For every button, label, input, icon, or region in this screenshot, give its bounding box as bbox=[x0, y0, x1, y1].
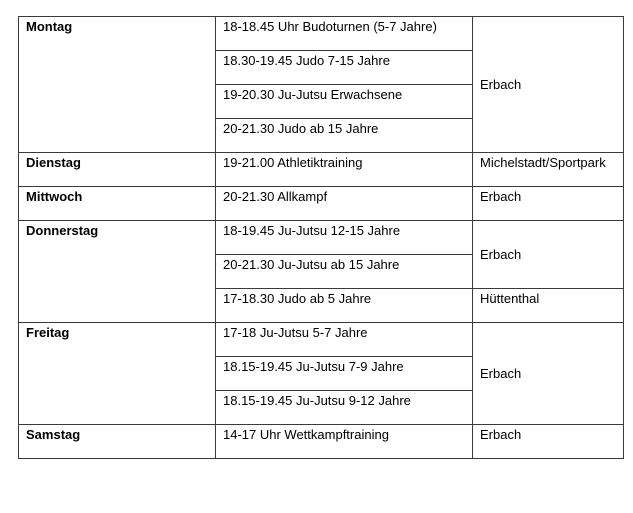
schedule-row bbox=[19, 323, 624, 357]
session-cell: 19-20.30 Ju-Jutsu Erwachsene bbox=[216, 85, 473, 119]
schedule-body bbox=[19, 17, 624, 459]
day-cell: Dienstag bbox=[19, 153, 216, 187]
session-cell: 18.15-19.45 Ju-Jutsu 7-9 Jahre bbox=[216, 357, 473, 391]
session-cell: 14-17 Uhr Wettkampftraining bbox=[216, 425, 473, 459]
schedule-row bbox=[19, 425, 624, 459]
day-cell: Samstag bbox=[19, 425, 216, 459]
session-cell: 17-18 Ju-Jutsu 5-7 Jahre bbox=[216, 323, 473, 357]
schedule-row bbox=[19, 17, 624, 51]
training-schedule-table bbox=[18, 16, 624, 459]
session-cell: 18.30-19.45 Judo 7-15 Jahre bbox=[216, 51, 473, 85]
schedule-row bbox=[19, 187, 624, 221]
session-cell: 18-18.45 Uhr Budoturnen (5-7 Jahre) bbox=[216, 17, 473, 51]
location-cell: Erbach bbox=[473, 425, 624, 459]
day-cell: Mittwoch bbox=[19, 187, 216, 221]
location-cell: Hüttenthal bbox=[473, 289, 624, 323]
location-cell: Erbach bbox=[473, 221, 624, 289]
day-cell: Donnerstag bbox=[19, 221, 216, 323]
session-cell: 19-21.00 Athletiktraining bbox=[216, 153, 473, 187]
session-cell: 20-21.30 Judo ab 15 Jahre bbox=[216, 119, 473, 153]
location-cell: Michelstadt/Sportpark bbox=[473, 153, 624, 187]
session-cell: 17-18.30 Judo ab 5 Jahre bbox=[216, 289, 473, 323]
session-cell: 20-21.30 Allkampf bbox=[216, 187, 473, 221]
session-cell: 20-21.30 Ju-Jutsu ab 15 Jahre bbox=[216, 255, 473, 289]
session-cell: 18-19.45 Ju-Jutsu 12-15 Jahre bbox=[216, 221, 473, 255]
location-cell: Erbach bbox=[473, 187, 624, 221]
location-cell: Erbach bbox=[473, 323, 624, 425]
location-cell: Erbach bbox=[473, 17, 624, 153]
schedule-row bbox=[19, 221, 624, 255]
day-cell: Montag bbox=[19, 17, 216, 153]
day-cell: Freitag bbox=[19, 323, 216, 425]
session-cell: 18.15-19.45 Ju-Jutsu 9-12 Jahre bbox=[216, 391, 473, 425]
schedule-row bbox=[19, 153, 624, 187]
